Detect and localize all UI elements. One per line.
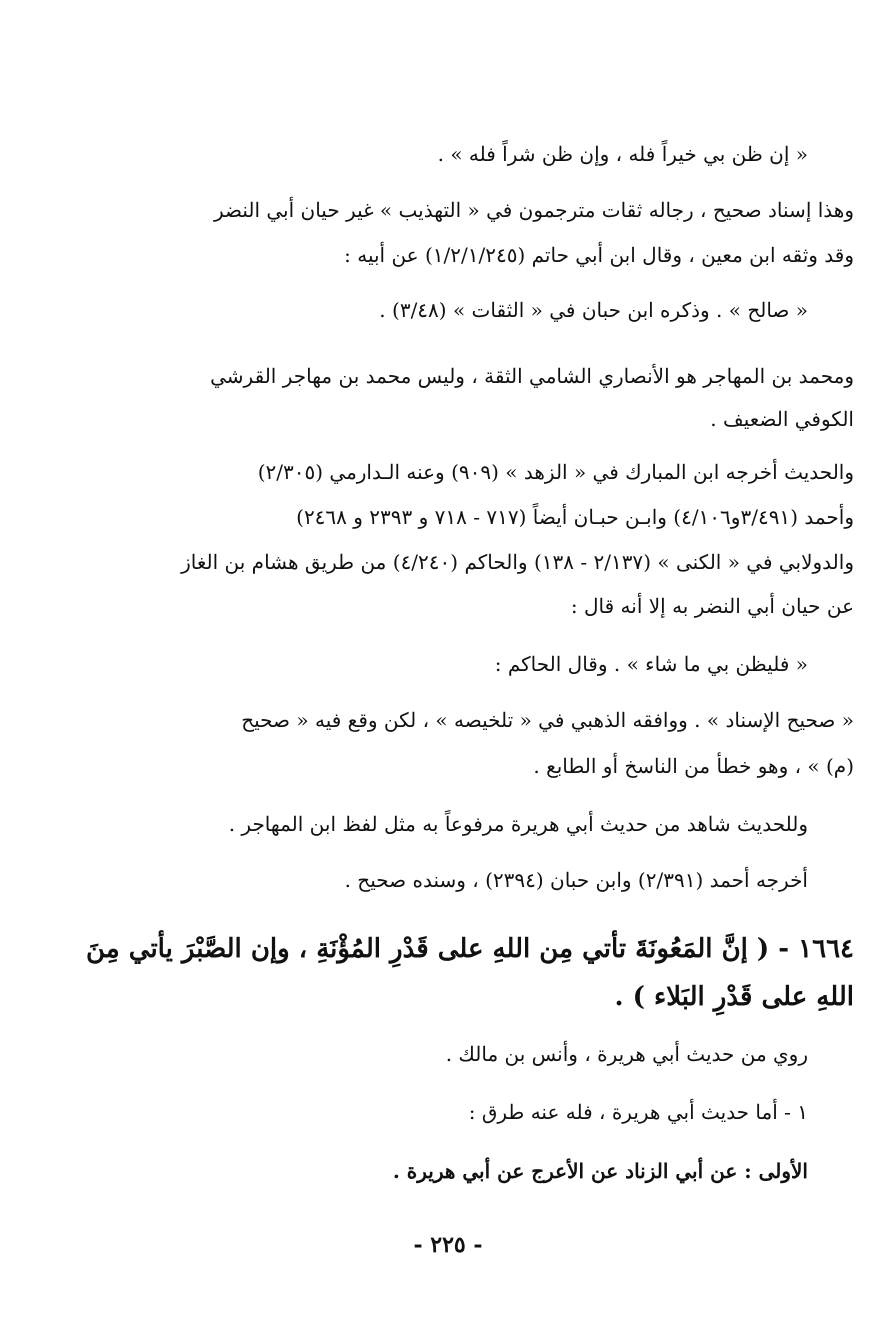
text-line-4: « صالح » . وذكره ابن حبان في « الثقات » (٣/٤٨) .	[379, 298, 808, 322]
text-line-3: وقد وثقه ابن معين ، وقال ابن أبي حاتم (١/٢/١/٢٤٥) عن أبيه :	[344, 243, 854, 267]
text-line-2: وهذا إسناد صحيح ، رجاله ثقات مترجمون في « التهذيب » غير حيان أبي النضر	[213, 198, 854, 222]
text-line-7: والحديث أخرجه ابن المبارك في « الزهد » (٩٠٩) وعنه الـدارمي (٢/٣٠٥)	[257, 460, 854, 484]
text-line-5: ومحمد بن المهاجر هو الأنصاري الشامي الثقة ، وليس محمد بن مهاجر القرشي	[210, 364, 854, 388]
text-line-15: أخرجه أحمد (٢/٣٩١) وابن حبان (٢٣٩٤) ، وسنده صحيح .	[344, 868, 808, 892]
text-line-9: والدولابي في « الكنى » (٢/١٣٧ - ١٣٨) والحاكم (٤/٢٤٠) من طريق هشام بن الغاز	[181, 550, 854, 574]
text-line-13: (م) » ، وهو خطأ من الناسخ أو الطابع .	[533, 754, 854, 778]
text-line-10: عن حيان أبي النضر به إلا أنه قال :	[570, 594, 854, 618]
text-line-14: وللحديث شاهد من حديث أبي هريرة مرفوعاً به مثل لفظ ابن المهاجر .	[228, 812, 808, 836]
text-line-12: « صحيح الإسناد » . ووافقه الذهبي في « تلخيصه » ، لكن وقع فيه « صحيح	[241, 708, 854, 732]
text-line-18: روي من حديث أبي هريرة ، وأنس بن مالك .	[445, 1042, 808, 1066]
text-line-20: الأولى : عن أبي الزناد عن الأعرج عن أبي هريرة .	[392, 1159, 808, 1183]
text-line-19: ١ - أما حديث أبي هريرة ، فله عنه طرق :	[468, 1100, 808, 1124]
page-number: - ٢٢٥ -	[413, 1232, 483, 1258]
hadith-heading-line-2: اللهِ على قَدْرِ البَلاء ) .	[614, 982, 854, 1012]
text-line-6: الكوفي الضعيف .	[710, 407, 854, 431]
text-line-1: « إن ظن بي خيراً فله ، وإن ظن شراً فله » .	[437, 142, 808, 166]
text-line-11: « فليظن بي ما شاء » . وقال الحاكم :	[494, 652, 808, 676]
hadith-heading-line-1: ١٦٦٤ - ( إنَّ المَعُونَةَ تأتي مِن اللهِ على قَدْرِ المُؤْنَةِ ، وإن الصَّبْرَ يأتي مِنَ	[86, 934, 854, 964]
text-line-8: وأحمد (٣/٤٩١و٤/١٠٦) وابـن حبـان أيضاً (٧١٧ - ٧١٨ و ٢٣٩٣ و ٢٤٦٨)	[296, 505, 854, 529]
